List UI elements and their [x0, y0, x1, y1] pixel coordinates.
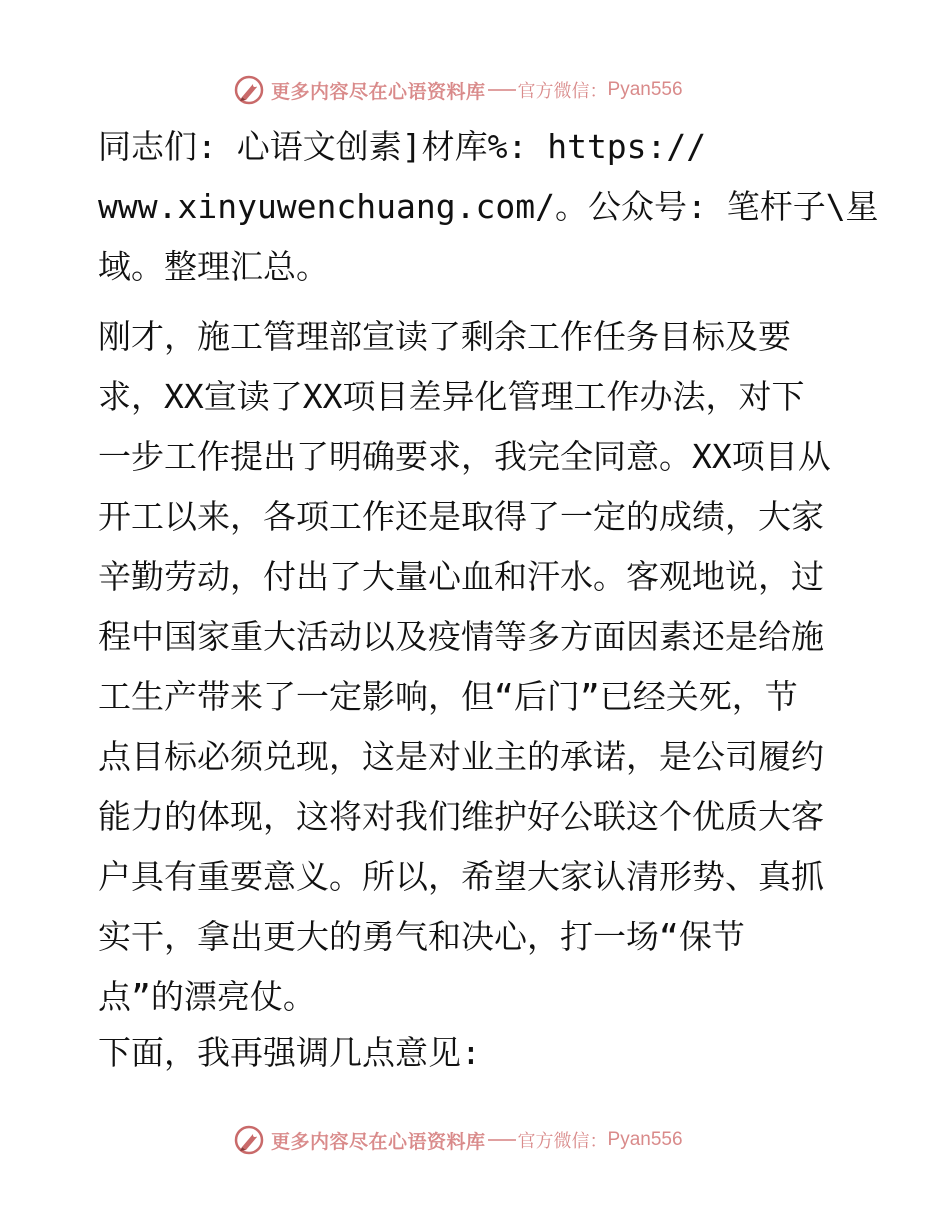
- banner-dash-divider: [488, 89, 516, 91]
- paragraph-closing: [98, 1023, 868, 1083]
- text-line: 实干，拿出更大的勇气和决心，打一场“保节: [98, 917, 745, 956]
- wechat-account: Pyan556: [607, 1129, 683, 1150]
- promo-text: 更多内容尽在心语资料库: [271, 80, 486, 103]
- footer-watermark-banner: [233, 1123, 683, 1157]
- banner-dash-divider: [488, 1139, 516, 1141]
- text-line: 户具有重要意义。所以，希望大家认清形势、真抓: [98, 857, 824, 896]
- official-wechat-label: 官方微信：: [517, 1131, 608, 1152]
- text-line: 工生产带来了一定影响，但“后门”已经关死，节: [98, 677, 798, 716]
- pen-logo-icon: [233, 1124, 265, 1156]
- pen-logo-icon: [233, 74, 265, 106]
- official-wechat-label: 官方微信：: [517, 81, 608, 102]
- promo-text: 更多内容尽在心语资料库: [271, 1130, 486, 1153]
- text-line: 刚才，施工管理部宣读了剩余工作任务目标及要: [98, 317, 791, 356]
- header-watermark-banner: [233, 73, 683, 107]
- paragraph-body: [98, 307, 868, 1027]
- text-line: 下面，我再强调几点意见:: [98, 1033, 481, 1072]
- text-line: 能力的体现，这将对我们维护好公联这个优质大客: [98, 797, 824, 836]
- paragraph-intro: [98, 117, 879, 297]
- text-line: 辛勤劳动，付出了大量心血和汗水。客观地说，过: [98, 557, 824, 596]
- text-line: 点目标必须兑现，这是对业主的承诺，是公司履约: [98, 737, 824, 776]
- text-line: 开工以来，各项工作还是取得了一定的成绩，大家: [98, 497, 824, 536]
- text-line: 求，XX宣读了XX项目差异化管理工作办法，对下: [98, 377, 805, 416]
- text-line: www.xinyuwenchuang.com/。公众号: 笔杆子\星: [98, 187, 879, 226]
- text-line: 程中国家重大活动以及疫情等多方面因素还是给施: [98, 617, 824, 656]
- wechat-account: Pyan556: [607, 79, 683, 100]
- text-line: 同志们: 心语文创素]材库%: https://: [98, 127, 707, 166]
- text-line: 一步工作提出了明确要求，我完全同意。XX项目从: [98, 437, 831, 476]
- text-line: 点”的漂亮仗。: [98, 977, 316, 1016]
- text-line: 域。整理汇总。: [98, 247, 329, 286]
